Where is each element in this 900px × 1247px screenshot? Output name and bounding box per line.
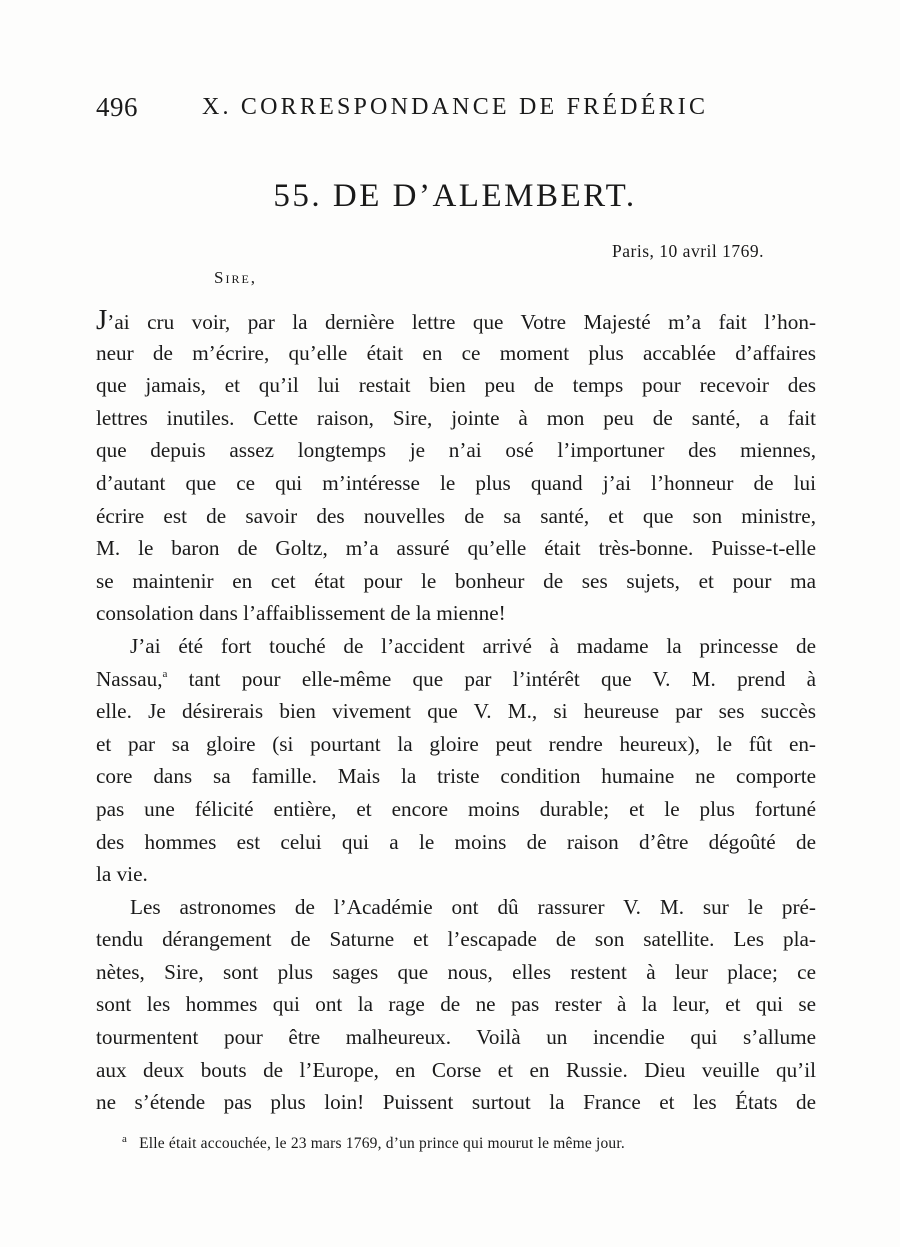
running-title: X. CORRESPONDANCE DE FRÉDÉRIC: [202, 94, 709, 120]
body-line: tendu dérangement de Saturne et l’escapade de son satellite. Les pla-: [96, 927, 816, 952]
page-number: 496: [96, 92, 138, 122]
body-line: M. le baron de Goltz, m’a assuré qu’elle était très-bonne. Puisse-t-elle: [96, 536, 816, 561]
body-line: d’autant que ce qui m’intéresse le plus quand j’ai l’honneur de lui: [96, 470, 816, 495]
body-line-text: Nassau,: [96, 666, 163, 691]
body-line: ne s’étende pas plus loin! Puissent surtout la France et les États de: [96, 1090, 816, 1115]
body-line: Les astronomes de l’Académie ont dû rassurer V. M. sur le pré-: [130, 894, 816, 919]
letter-title: 55. DE D’ALEMBERT.: [273, 178, 637, 214]
body-line-text: ’ai cru voir, par la dernière lettre que Votre Majesté m’a fait l’hon-: [107, 310, 816, 334]
body-line: des hommes est celui qui a le moins de raison d’être dégoûté de: [96, 829, 816, 854]
body-line: pas une félicité entière, et encore moins durable; et le plus fortuné: [96, 796, 816, 821]
footnote-marker: a: [122, 1133, 128, 1145]
body-line: et par sa gloire (si pourtant la gloire peut rendre heureux), le fût en-: [96, 731, 816, 756]
body-line: [96, 663, 816, 696]
letter-dateline: Paris, 10 avril 1769.: [612, 241, 764, 261]
body-line: que jamais, et qu’il lui restait bien peu de temps pour recevoir des: [96, 373, 816, 398]
body-line: nètes, Sire, sont plus sages que nous, elles restent à leur place; ce: [96, 959, 816, 984]
body-line: la vie.: [96, 862, 148, 887]
footnote: [122, 1133, 625, 1153]
body-line: tourmentent pour être malheureux. Voilà un incendie qui s’allume: [96, 1025, 816, 1050]
footnote-reference[interactable]: a: [162, 667, 168, 680]
body-line: sont les hommes qui ont la rage de ne pas rester à la leur, et qui se: [96, 992, 816, 1017]
body-line-text: tant pour elle-même que par l’intérêt que V. M. prend à: [167, 666, 816, 691]
footnote-text: Elle était accouchée, le 23 mars 1769, d’un prince qui mourut le même jour.: [139, 1135, 625, 1152]
body-line: que depuis assez longtemps je n’ai osé l’importuner des miennes,: [96, 438, 816, 463]
body-line: lettres inutiles. Cette raison, Sire, jointe à mon peu de santé, a fait: [96, 405, 816, 430]
letter-salutation: Sire,: [214, 268, 258, 287]
letter-body: [96, 304, 816, 1119]
body-line: core dans sa famille. Mais la triste condition humaine ne comporte: [96, 764, 816, 789]
running-head: [96, 92, 816, 128]
body-line: [96, 304, 816, 337]
body-line: écrire est de savoir des nouvelles de sa santé, et que son ministre,: [96, 503, 816, 528]
body-line: aux deux bouts de l’Europe, en Corse et en Russie. Dieu veuille qu’il: [96, 1057, 816, 1082]
body-line: J’ai été fort touché de l’accident arrivé à madame la princesse de: [130, 633, 816, 658]
body-line: elle. Je désirerais bien vivement que V. M., si heureuse par ses succès: [96, 699, 816, 724]
drop-cap: J: [96, 304, 108, 336]
body-line: neur de m’écrire, qu’elle était en ce moment plus accablée d’affaires: [96, 340, 816, 365]
body-line: consolation dans l’affaiblissement de la mienne!: [96, 601, 506, 626]
body-line: se maintenir en cet état pour le bonheur de ses sujets, et pour ma: [96, 568, 816, 593]
